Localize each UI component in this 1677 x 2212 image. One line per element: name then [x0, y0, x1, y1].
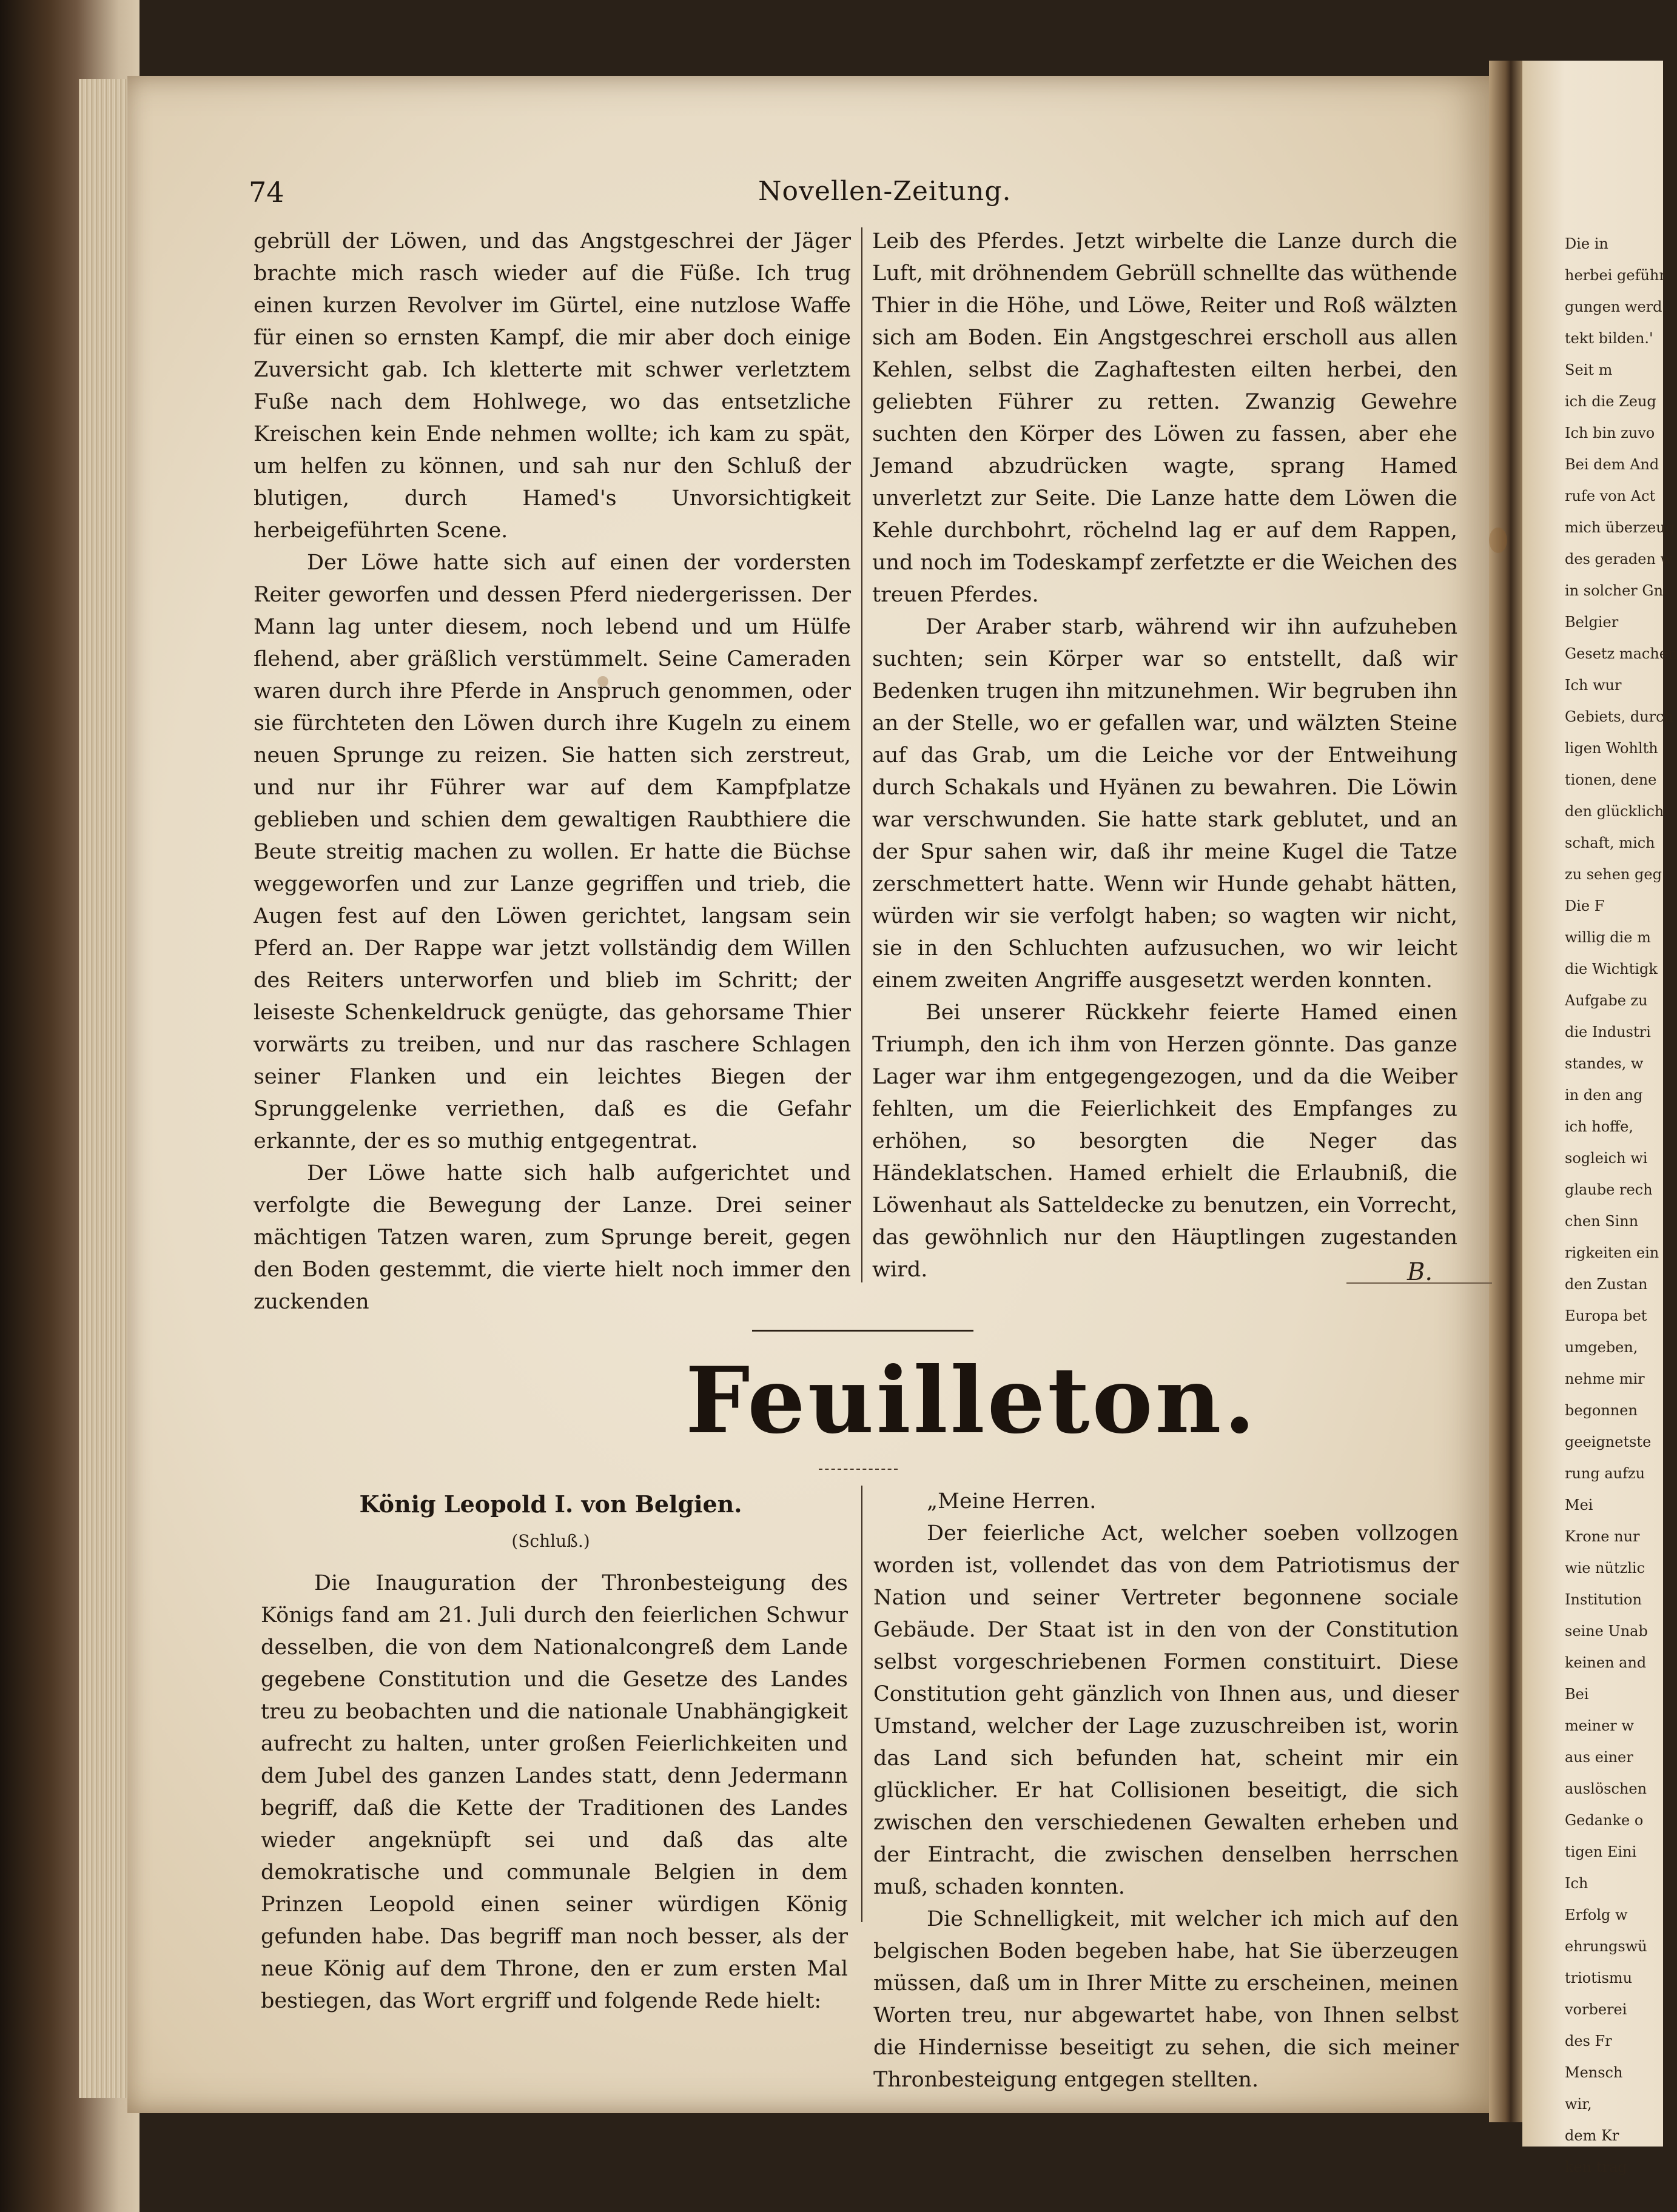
- paper-stain: [1489, 528, 1507, 553]
- facing-page-fragment: Erfolg w: [1565, 1906, 1628, 1923]
- facing-page-fragment: ich hoffe,: [1565, 1118, 1633, 1135]
- facing-page-fragment: Gebiets, durch: [1565, 708, 1674, 725]
- facing-page-fragment: nehme mir: [1565, 1370, 1645, 1387]
- facing-page-fragment: tekt bilden.': [1565, 330, 1653, 347]
- paragraph: Die Schnelligkeit, mit welcher ich mich auf den belgischen Boden begeben habe, hat Sie überzeugen müssen, daß um in Ihrer Mitte zu erscheinen, meinen Worten treu, nur abgewartet habe, von Ihnen selbst die Hindernisse beseitigt zu sehen, die sich meiner Thronbesteigung entgegen stellten.: [873, 1907, 1459, 2092]
- paragraph: Leib des Pferdes. Jetzt wirbelte die Lanze durch die Luft, mit dröhnendem Gebrüll schnellte das wüthende Thier in die Höhe, und Löwe, Reiter und Roß wälzten sich am Boden. Ein Angstgeschrei erscholl aus allen Kehlen, selbst die Zaghaftesten eilten herbei, den geliebten Führer zu retten. Zwanzig Gewehre suchten den Körper des Löwen zu fassen, aber ehe Jemand abzudrücken wagte, sprang Hamed unverletzt zur Seite. Die Lanze hatte dem Löwen die Kehle durchbohrt, röchelnd lag er auf dem Rappen, und noch im Todeskampf zerfetzte er die Weichen des treuen Pferdes.: [872, 229, 1457, 607]
- paragraph: Der Araber starb, während wir ihn aufzuheben suchten; sein Körper war so entstellt, daß wir Bedenken trugen ihn mitzunehmen. Wir begruben ihn an der Stelle, wo er gefallen war, und wälzten Steine auf das Grab, um die Leiche vor der Entweihung durch Schakals und Hyänen zu bewahren. Die Löwin war verschwunden. Sie hatte stark geblutet, und an der Spur sahen wir, daß ihr meine Kugel die Tatze zerschmettert hatte. Wenn wir Hunde gehabt hätten, würden wir sie verfolgt haben; so wagten wir nicht, sie in den Schluchten aufzusuchen, wo wir leicht einem zweiten Angriffe ausgesetzt werden konnten.: [872, 615, 1457, 993]
- facing-page-fragment: umgeben,: [1565, 1339, 1638, 1356]
- facing-page-fragment: chen Sinn: [1565, 1213, 1639, 1230]
- facing-page-fragment: dem Kr: [1565, 2127, 1619, 2144]
- author-signature: B.: [1407, 1258, 1433, 1286]
- facing-page-fragment: Krone nur: [1565, 1528, 1640, 1545]
- facing-page-fragment: seine Unab: [1565, 1623, 1648, 1640]
- facing-page-fragment: auslöschen: [1565, 1780, 1647, 1797]
- facing-page-fragment: glaube rech: [1565, 1181, 1653, 1198]
- paragraph: „Meine Herren.: [927, 1489, 1097, 1513]
- facing-page-fragment: des Fr: [1565, 2033, 1612, 2049]
- facing-page-fragment: in solcher Gn: [1565, 582, 1664, 599]
- paragraph: gebrüll der Löwen, und das Angstgeschrei der Jäger brachte mich rasch wieder auf die Füße. Ich trug einen kurzen Revolver im Gürtel, eine nutzlose Waffe für einen so ernsten Kampf, die mir aber doch einige Zuversicht gab. Ich kletterte mit schwer verletztem Fuße nach dem Hohlwege, wo das entsetzliche Kreischen kein Ende nehmen wollte; ich kam zu spät, um helfen zu können, und sah nur den Schluß der blutigen, durch Hamed's Unvorsichtigkeit herbeigeführten Scene.: [254, 229, 851, 543]
- facing-page-fragment: rigkeiten ein: [1565, 1244, 1659, 1261]
- facing-page-fragment: standes, w: [1565, 1055, 1644, 1072]
- article-subtitle: (Schluß.): [511, 1531, 590, 1551]
- facing-page-fragment: gungen werd: [1565, 298, 1662, 315]
- facing-page-fragment: Mei: [1565, 1496, 1593, 1513]
- article-title: König Leopold I. von Belgien.: [359, 1490, 742, 1518]
- facing-page-fragment: Europa bet: [1565, 1307, 1647, 1324]
- facing-page-fragment: Institution: [1565, 1591, 1642, 1608]
- ornamental-rule: [819, 1469, 898, 1471]
- facing-page-fragment: ehrungswü: [1565, 1938, 1647, 1955]
- facing-page-fragment: begonnen: [1565, 1402, 1638, 1419]
- facing-page-fragment: triotismu: [1565, 1969, 1633, 1986]
- facing-page-fragment: die Wichtigk: [1565, 960, 1658, 977]
- article-column-right: [873, 1486, 1459, 2096]
- paragraph: Der Löwe hatte sich halb aufgerichtet und verfolgte die Bewegung der Lanze. Drei seiner mächtigen Tatzen waren, zum Sprunge bereit, gegen den Boden gestemmt, die vierte hielt noch immer den zuckenden: [254, 1161, 851, 1314]
- facing-page-fragment: Mensch: [1565, 2064, 1623, 2081]
- facing-page-fragment: geeignetste: [1565, 1433, 1652, 1450]
- facing-page-fragment: Die in: [1565, 235, 1608, 252]
- facing-page: [1522, 61, 1677, 2176]
- paragraph: Der feierliche Act, welcher soeben vollzogen worden ist, vollendet das von dem Patriotismus der Nation und seiner Vertreter begonnene sociale Gebäude. Der Staat ist in den von der Constitution selbst vorgeschriebenen Formen constituirt. Diese Constitution geht gänzlich von Ihnen aus, und dieser Umstand, welcher der Lage zuzuschreiben ist, worin das Land sich befunden hat, scheint mir ein glücklicher. Er hat Collisionen beseitigt, die sich zwischen den verschiedenen Gewalten erheben und der Eintracht, die zwischen denselben herrschen muß, schaden konnten.: [873, 1521, 1459, 1899]
- facing-page-fragment: rufe von Act: [1565, 488, 1656, 504]
- facing-page-fragment: mich überzeug: [1565, 519, 1675, 536]
- feuilleton-heading: Feuilleton.: [685, 1347, 1258, 1454]
- facing-page-fragment: Bei dem And: [1565, 456, 1659, 473]
- facing-page-fragment: meiner w: [1565, 1717, 1634, 1734]
- section-separator: [752, 1330, 973, 1332]
- article-column-left: [261, 1567, 848, 2017]
- facing-page-fragment: keinen and: [1565, 1654, 1647, 1671]
- facing-page-fragment: willig die m: [1565, 929, 1651, 946]
- column-divider: [861, 227, 862, 1282]
- facing-page-fragment: die Industri: [1565, 1024, 1651, 1041]
- facing-page-fragment: Belgier: [1565, 614, 1619, 631]
- facing-page-fragment: ich die Zeug: [1565, 393, 1656, 410]
- facing-page-fragment: schaft, mich: [1565, 834, 1655, 851]
- facing-page-fragment: des geraden w: [1565, 551, 1673, 568]
- book-gutter: [1489, 61, 1525, 2122]
- facing-page-fragment: tionen, dene: [1565, 771, 1657, 788]
- facing-page-fragment: Seit m: [1565, 361, 1613, 378]
- facing-page-fragment: rung aufzu: [1565, 1465, 1645, 1482]
- facing-page-fragment: den Zustan: [1565, 1276, 1648, 1293]
- facing-page-fragment: Ich bin zuvo: [1565, 424, 1655, 441]
- facing-page-fragment: Gedanke o: [1565, 1812, 1644, 1829]
- facing-page-fragment: tigen Eini: [1565, 1843, 1637, 1860]
- facing-page-fragment: Gesetz machen: [1565, 645, 1677, 662]
- page-number: 74: [249, 176, 284, 209]
- facing-page-fragment: vorberei: [1565, 2001, 1627, 2018]
- facing-page-fragment: wie nützlic: [1565, 1560, 1645, 1577]
- facing-page-fragment: zu sehen geg: [1565, 866, 1662, 883]
- facing-page-fragment: sogleich wi: [1565, 1150, 1648, 1167]
- facing-page-fragment: ken trag: [1565, 2159, 1627, 2176]
- column-divider: [861, 1486, 862, 1922]
- facing-page-fragment: Aufgabe zu: [1565, 992, 1648, 1009]
- story-column-right: [872, 226, 1457, 1286]
- facing-page-fragment: in den ang: [1565, 1087, 1643, 1104]
- facing-page-fragment: Ich wur: [1565, 677, 1622, 694]
- paragraph: Die Inauguration der Thronbesteigung des Königs fand am 21. Juli durch den feierlichen Schwur desselben, die von dem Nationalcongreß dem Lande gegebene Constitution und die Gesetze des Landes treu zu beobachten und die nationale Unabhängigkeit aufrecht zu halten, unter großen Feierlichkeiten und dem Jubel des ganzen Landes statt, denn Jedermann begriff, daß die Kette der Traditionen des Landes wieder angeknüpft sei und daß das alte demokratische und communale Belgien in dem Prinzen Leopold einen seiner würdigen König gefunden habe. Das begriff man noch besser, als der neue König auf dem Throne, den er zum ersten Mal bestiegen, das Wort ergriff und folgende Rede hielt:: [261, 1571, 848, 2013]
- facing-page-fragment: Ich: [1565, 1875, 1588, 1892]
- paragraph: Bei unserer Rückkehr feierte Hamed einen Triumph, den ich ihm von Herzen gönnte. Das ganze Lager war ihm entgegengezogen, und da die Weiber fehlten, um die Feierlichkeit des Empfanges zu erhöhen, so besorgten die Neger das Händeklatschen. Hamed erhielt die Erlaubniß, die Löwenhaut als Satteldecke zu benutzen, ein Vorrecht, das gewöhnlich nur den Häuptlingen zugestanden wird.: [872, 1000, 1457, 1282]
- facing-page-fragment: ligen Wohlth: [1565, 740, 1658, 757]
- facing-page-fragment: herbei geführ: [1565, 267, 1666, 284]
- facing-page-fragment: wir,: [1565, 2096, 1592, 2113]
- facing-page-fragment: Die F: [1565, 897, 1605, 914]
- facing-page-fragment: aus einer: [1565, 1749, 1633, 1766]
- facing-page-fragment: den glücklich: [1565, 803, 1664, 820]
- facing-page-fragment: Bei: [1565, 1686, 1589, 1703]
- running-head: [249, 176, 1456, 212]
- journal-title: Novellen-Zeitung.: [758, 176, 1012, 207]
- story-column-left: [254, 226, 851, 1318]
- paragraph: Der Löwe hatte sich auf einen der vordersten Reiter geworfen und dessen Pferd niedergerissen. Der Mann lag unter diesem, noch lebend und um Hülfe flehend, aber gräßlich verstümmelt. Seine Cameraden waren durch ihre Pferde in Anspruch genommen, oder sie fürchteten den Löwen durch ihre Kugeln zu einem neuen Sprunge zu reizen. Sie hatten sich zerstreut, und nur ihr Führer war auf dem Kampfplatze geblieben und schien dem gewaltigen Raubthiere die Beute streitig machen zu wollen. Er hatte die Büchse weggeworfen und zur Lanze gegriffen und trieb, die Augen fest auf den Löwen gerichtet, langsam sein Pferd an. Der Rappe war jetzt vollständig dem Willen des Reiters unterworfen und blieb im Schritt; der leiseste Schenkeldruck genügte, das gehorsame Thier vorwärts zu treiben, und nur das raschere Schlagen seiner Flanken und ein leichtes Biegen der Sprunggelenke verriethen, daß es die Gefahr erkannte, der es so muthig entgegentrat.: [254, 551, 851, 1153]
